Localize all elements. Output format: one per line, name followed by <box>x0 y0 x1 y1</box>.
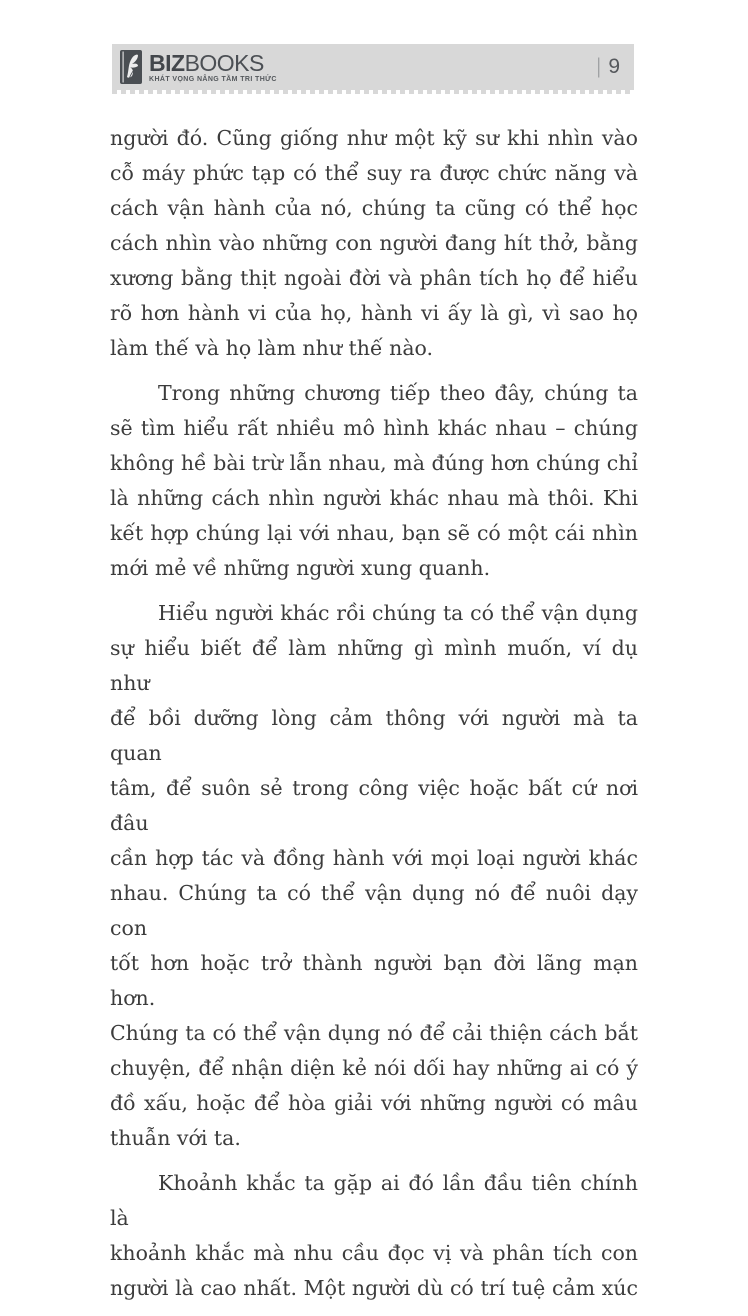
bizbooks-book-logo-icon <box>120 50 142 84</box>
page-number-value: 9 <box>608 55 620 78</box>
text-line: không hề bài trừ lẫn nhau, mà đúng hơn chúng chỉ <box>110 451 638 475</box>
paragraph <box>110 376 638 586</box>
publisher-logo <box>120 50 277 84</box>
brand-name-books: BOOKS <box>184 49 264 76</box>
text-line: tốt hơn hoặc trở thành người bạn đời lãng mạn hơn. <box>110 951 638 1010</box>
text-line: rõ hơn hành vi của họ, hành vi ấy là gì, vì sao họ <box>110 301 638 325</box>
text-line: cách vận hành của nó, chúng ta cũng có thể học <box>110 196 638 220</box>
text-line: Hiểu người khác rồi chúng ta có thể vận dụng <box>158 601 638 625</box>
paragraph <box>110 596 638 1156</box>
text-line: Trong những chương tiếp theo đây, chúng ta <box>158 381 638 405</box>
text-line: mới mẻ về những người xung quanh. <box>110 556 491 580</box>
text-line: Khoảnh khắc ta gặp ai đó lần đầu tiên chính là <box>110 1171 638 1230</box>
page-number-separator: | <box>596 55 601 78</box>
publisher-header-bar <box>112 44 634 90</box>
text-line: người là cao nhất. Một người dù có trí tuệ cảm xúc <box>110 1276 638 1300</box>
publisher-logo-text <box>149 49 277 83</box>
text-line: kết hợp chúng lại với nhau, bạn sẽ có một cái nhìn <box>110 521 638 545</box>
text-line: tâm, để suôn sẻ trong công việc hoặc bất cứ nơi đâu <box>110 776 638 835</box>
text-line: cỗ máy phức tạp có thể suy ra được chức năng và <box>110 161 638 185</box>
text-line: sẽ tìm hiểu rất nhiều mô hình khác nhau – chúng <box>110 416 638 440</box>
text-line: xương bằng thịt ngoài đời và phân tích họ để hiểu <box>110 266 638 290</box>
text-line: đồ xấu, hoặc để hòa giải với những người có mâu <box>110 1091 638 1115</box>
text-line: cần hợp tác và đồng hành với mọi loại người khác <box>110 846 638 870</box>
text-line: làm thế và họ làm như thế nào. <box>110 336 434 360</box>
text-line: khoảnh khắc mà nhu cầu đọc vị và phân tích con <box>110 1241 638 1265</box>
text-line: người đó. Cũng giống như một kỹ sư khi nhìn vào <box>110 126 638 150</box>
brand-name-biz: BIZ <box>149 49 185 76</box>
text-line: nhau. Chúng ta có thể vận dụng nó để nuôi dạy con <box>110 881 638 940</box>
text-line: cách nhìn vào những con người đang hít thở, bằng <box>110 231 638 255</box>
text-line: sự hiểu biết để làm những gì mình muốn, ví dụ như <box>110 636 638 695</box>
page-body <box>110 121 638 1316</box>
text-line: Chúng ta có thể vận dụng nó để cải thiện cách bắt <box>110 1021 638 1045</box>
brand-tagline: KHÁT VỌNG NÂNG TẦM TRI THỨC <box>149 75 277 83</box>
paragraph <box>110 1166 638 1306</box>
text-line: để bồi dưỡng lòng cảm thông với người mà ta quan <box>110 706 638 765</box>
text-line: thuẫn với ta. <box>110 1126 241 1150</box>
text-line: chuyện, để nhận diện kẻ nói dối hay những ai có ý <box>110 1056 638 1080</box>
text-line: là những cách nhìn người khác nhau mà thôi. Khi <box>110 486 638 510</box>
brand-name <box>149 49 277 76</box>
page-number <box>596 55 620 79</box>
paragraph <box>110 121 638 366</box>
